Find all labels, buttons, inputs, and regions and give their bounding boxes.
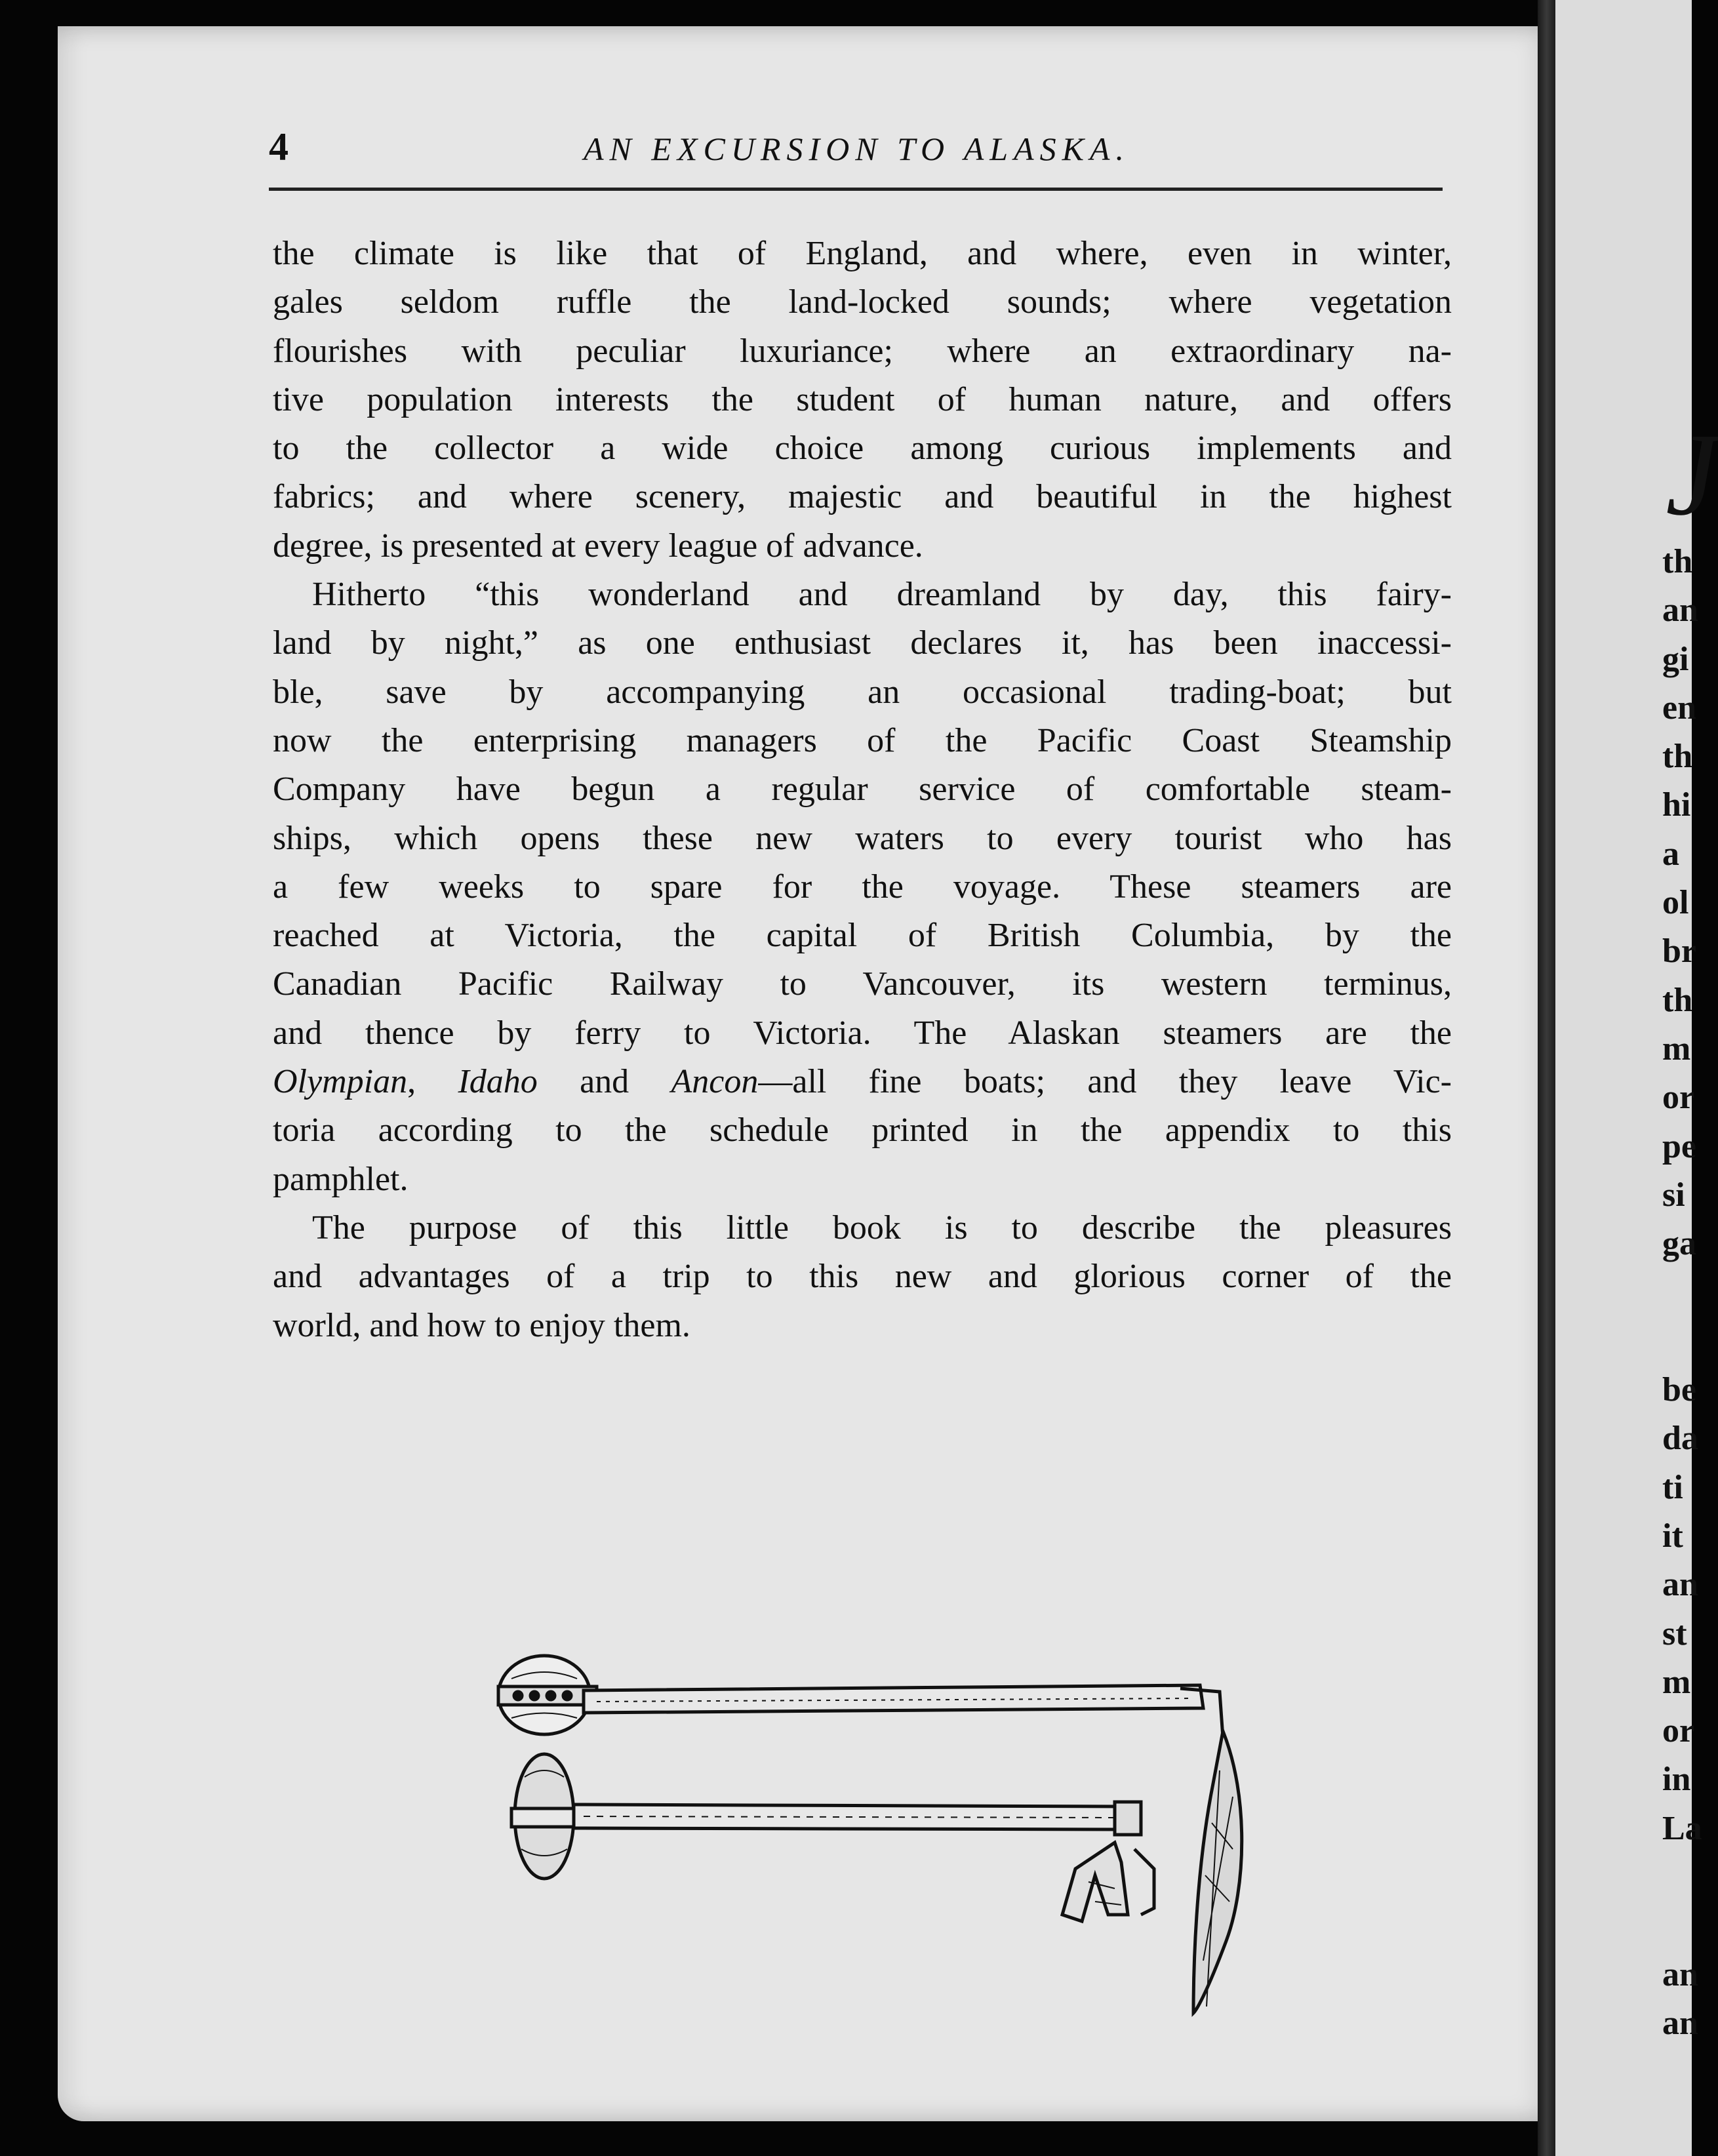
text-fragment: m (1662, 1663, 1691, 1701)
steamers-line (273, 1058, 1452, 1106)
text-fragment: th (1662, 543, 1693, 580)
page-number: 4 (269, 125, 289, 169)
line-rest: —all fine boats; and they leave Vic- (758, 1063, 1452, 1101)
text-line: tive population interests the student of human nature, and offers (273, 380, 1452, 418)
separator: , (407, 1063, 458, 1101)
text-fragment: ti (1662, 1468, 1683, 1506)
text-fragment: or (1662, 1079, 1695, 1117)
text-line: to the collector a wide choice among curious implements and (273, 429, 1452, 468)
text-fragment: en (1662, 689, 1696, 727)
text-line: The purpose of this little book is to describe the pleasures (312, 1208, 1452, 1247)
text-fragment: an (1662, 591, 1698, 629)
running-head: AN EXCURSION TO ALASKA. (584, 130, 1130, 167)
text-line: land by night,” as one enthusiast declares it, has been inaccessi- (273, 624, 1452, 662)
text-fragment: br (1662, 932, 1696, 970)
text-line: toria according to the schedule printed in the appendix to this (273, 1111, 1452, 1149)
text-fragment: ga (1662, 1225, 1696, 1263)
text-fragment: hi (1662, 786, 1691, 824)
text-fragment: or (1662, 1712, 1695, 1750)
text-fragment: it (1662, 1517, 1683, 1555)
facing-page-text (1662, 538, 1702, 2048)
text-line: fabrics; and where scenery, majestic and beautiful in the highest (273, 478, 1452, 516)
text-line: and thence by ferry to Victoria. The Alaskan steamers are the (273, 1014, 1452, 1052)
text-line: reached at Victoria, the capital of British Columbia, by the (273, 917, 1452, 955)
text-fragment: in (1662, 1761, 1691, 1799)
ship-name: Olympian (273, 1063, 408, 1101)
text-fragment: pe (1662, 1127, 1696, 1165)
text-fragment: a (1662, 835, 1679, 873)
text-line: Hitherto “this wonderland and dreamland by day, this fairy- (312, 576, 1452, 614)
text-line: a few weeks to spare for the voyage. These steamers are (273, 868, 1452, 906)
facing-page-initial: J (1666, 409, 1718, 540)
text-fragment: an (1662, 2004, 1698, 2042)
text-line: flourishes with peculiar luxuriance; where an extraordinary na- (273, 332, 1452, 370)
paragraph-gap (1662, 1268, 1702, 1366)
text-line: ships, which opens these new waters to every tourist who has (273, 819, 1452, 857)
text-fragment: m (1662, 1029, 1691, 1068)
text-fragment: si (1662, 1176, 1685, 1214)
paragraph-gap (1662, 1853, 1702, 1951)
text-line: the climate is like that of England, and where, even in winter, (273, 235, 1452, 272)
header-rule (269, 188, 1443, 191)
text-line: ble, save by accompanying an occasional trading-boat; but (273, 673, 1452, 711)
separator: and (537, 1063, 671, 1101)
text-line: now the enterprising managers of the Pacific Coast Steamship (273, 721, 1452, 759)
text-line: Canadian Pacific Railway to Vancouver, its western terminus, (273, 965, 1452, 1003)
ship-name: Idaho (458, 1063, 538, 1101)
text-line: degree, is presented at every league of advance. (273, 527, 923, 565)
text-fragment: be (1662, 1371, 1696, 1409)
text-line: and advantages of a trip to this new and glorious corner of the (273, 1258, 1452, 1296)
text-fragment: an (1662, 1566, 1698, 1604)
text-fragment: La (1662, 1809, 1702, 1847)
text-fragment: da (1662, 1420, 1698, 1458)
text-line: gales seldom ruffle the land-locked sounds; where vegetation (273, 283, 1452, 321)
text-line: Company have begun a regular service of comfortable steam- (273, 770, 1452, 808)
body-text (273, 230, 1452, 1350)
page-header (269, 125, 1443, 177)
text-fragment: st (1662, 1614, 1687, 1652)
text-fragment: th (1662, 738, 1693, 776)
text-fragment: an (1662, 1955, 1698, 1993)
text-fragment: ol (1662, 884, 1689, 922)
text-fragment: gi (1662, 640, 1689, 678)
ship-name: Ancon (671, 1063, 759, 1101)
text-line: world, and how to enjoy them. (273, 1306, 690, 1344)
text-fragment: th (1662, 981, 1693, 1019)
war-clubs-illustration (485, 1652, 1272, 2020)
lower-club (511, 1754, 1154, 1921)
text-line: pamphlet. (273, 1160, 409, 1198)
